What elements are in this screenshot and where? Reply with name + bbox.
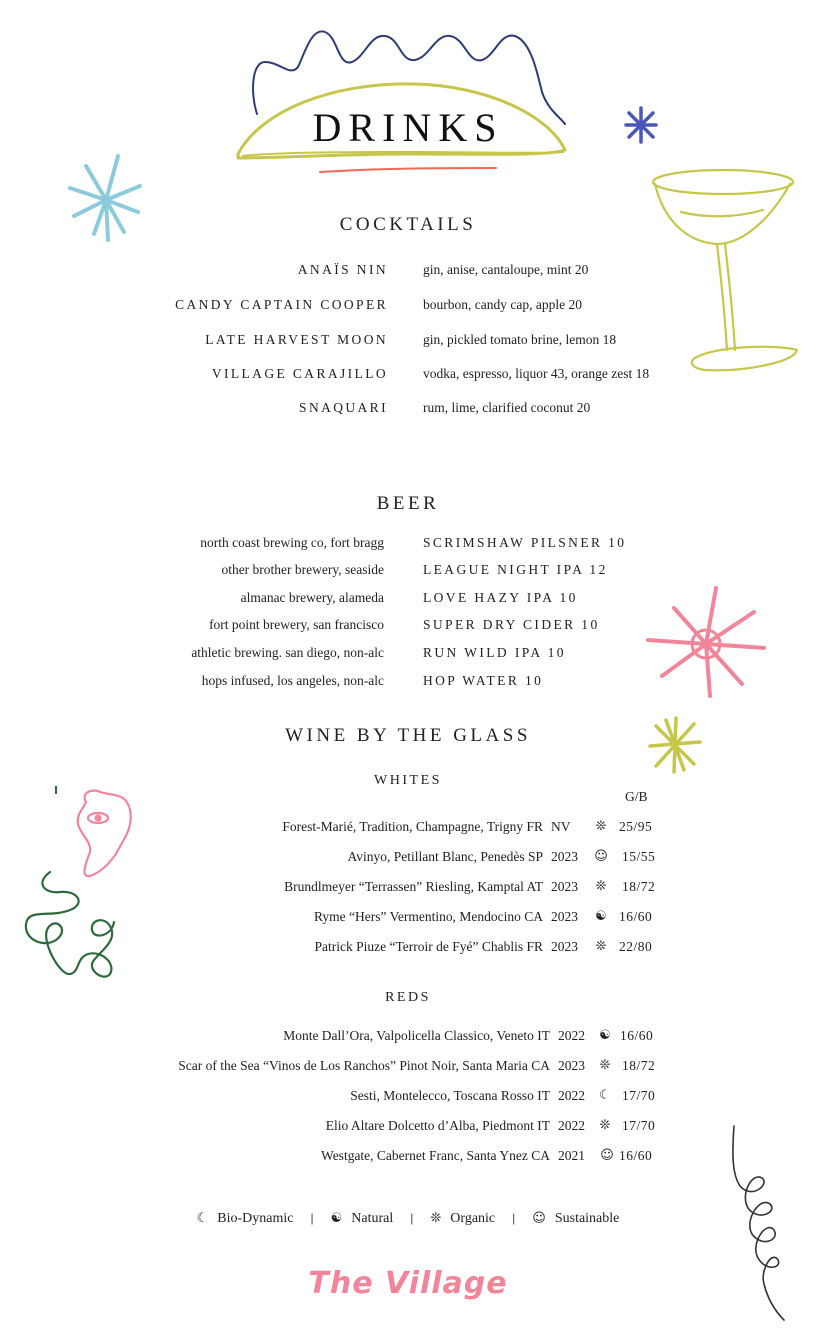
section-heading-wine: WINE BY THE GLASS: [285, 725, 531, 746]
cocktail-description: bourbon, candy cap, apple 20: [423, 297, 582, 312]
legend-natural: [331, 1211, 394, 1227]
cocktail-description: rum, lime, clarified coconut 20: [423, 400, 591, 415]
wine-price: 25/95: [619, 819, 653, 834]
wine-item: [0, 849, 816, 869]
wine-name: Forest-Marié, Tradition, Champagne, Trigny FR: [282, 819, 543, 834]
wine-item: [0, 1058, 816, 1078]
wine-year: 2022: [558, 1088, 585, 1103]
beer-brewery: north coast brewing co, fort bragg: [200, 535, 384, 550]
wine-item: [0, 819, 816, 839]
sustainable-icon: ☺: [594, 849, 608, 864]
wine-price: 18/72: [622, 879, 656, 894]
wine-item: [0, 1148, 816, 1168]
wine-item: [0, 909, 816, 929]
wine-year: 2023: [551, 909, 578, 924]
wine-item: [0, 879, 816, 899]
beer-item: [0, 645, 816, 665]
beer-brewery: athletic brewing. san diego, non-alc: [191, 645, 384, 660]
cocktail-item: [0, 332, 816, 352]
section-heading-beer: BEER: [376, 493, 440, 514]
wine-price: 18/72: [622, 1058, 656, 1073]
wine-price: 16/60: [619, 1148, 653, 1163]
the-village-logo: The Village: [308, 1266, 508, 1301]
beer-name: RUN WILD IPA 10: [423, 645, 566, 660]
beer-brewery: fort point brewery, san francisco: [209, 617, 384, 632]
natural-icon: ☯: [595, 909, 607, 924]
wine-price: 16/60: [620, 1028, 654, 1043]
cocktail-name: CANDY CAPTAIN COOPER: [175, 297, 388, 312]
legend-biodynamic: [197, 1211, 294, 1227]
sustainable-icon: ☺: [532, 1211, 546, 1226]
wine-name: Sesti, Montelecco, Toscana Rosso IT: [350, 1088, 550, 1103]
legend-sustainable: [532, 1211, 619, 1227]
wine-item: [0, 1088, 816, 1108]
cocktail-name: ANAÏS NIN: [297, 262, 388, 277]
beer-brewery: other brother brewery, seaside: [221, 562, 384, 577]
legend-organic: [430, 1211, 495, 1227]
cocktail-description: gin, pickled tomato brine, lemon 18: [423, 332, 617, 347]
wine-legend: [0, 1211, 816, 1227]
organic-icon: ❊: [599, 1118, 611, 1133]
beer-name: LEAGUE NIGHT IPA 12: [423, 562, 608, 577]
wine-year: 2022: [558, 1118, 585, 1133]
cocktail-item: [0, 262, 816, 282]
wine-name: Patrick Piuze “Terroir de Fyé” Chablis FR: [314, 939, 543, 954]
cocktail-name: LATE HARVEST MOON: [205, 332, 388, 347]
wine-year: 2023: [551, 939, 578, 954]
wine-year: 2023: [558, 1058, 585, 1073]
wine-name: Scar of the Sea “Vinos de Los Ranchos” Pinot Noir, Santa Maria CA: [178, 1058, 550, 1073]
wine-price: 17/70: [622, 1088, 656, 1103]
page-title: DRINKS: [312, 105, 504, 150]
section-heading-cocktails: COCKTAILS: [339, 214, 477, 235]
wine-name: Avinyo, Petillant Blanc, Penedès SP: [347, 849, 543, 864]
cocktail-name: VILLAGE CARAJILLO: [211, 366, 388, 381]
beer-name: SUPER DRY CIDER 10: [423, 617, 600, 632]
wine-item: [0, 1028, 816, 1048]
wine-price: 15/55: [622, 849, 656, 864]
beer-item: [0, 673, 816, 693]
cocktail-item: [0, 297, 816, 317]
wine-name: Ryme “Hers” Vermentino, Mendocino CA: [313, 909, 543, 924]
legend-label: Bio-Dynamic: [217, 1211, 294, 1226]
cocktail-name: SNAQUARI: [299, 400, 388, 415]
wine-year: 2023: [551, 849, 578, 864]
wine-name: Brundlmeyer “Terrassen” Riesling, Kamptal AT: [284, 879, 543, 894]
subheading-reds: REDS: [385, 990, 431, 1005]
wine-year: 2022: [558, 1028, 585, 1043]
wine-item: [0, 939, 816, 959]
beer-item: [0, 617, 816, 637]
wine-price: 17/70: [622, 1118, 656, 1133]
legend-label: Organic: [450, 1211, 496, 1226]
wine-item: [0, 1118, 816, 1138]
wine-name: Westgate, Cabernet Franc, Santa Ynez CA: [321, 1148, 550, 1163]
organic-icon: ❊: [595, 939, 607, 954]
title-doodle: [220, 22, 590, 182]
biodynamic-icon: ☾: [599, 1088, 611, 1103]
organic-icon: ❊: [595, 879, 607, 894]
beer-item: [0, 562, 816, 582]
cocktail-item: [0, 366, 816, 386]
wine-name: Elio Altare Dolcetto d’Alba, Piedmont IT: [325, 1118, 550, 1133]
beer-name: LOVE HAZY IPA 10: [423, 590, 578, 605]
wine-name: Monte Dall’Ora, Valpolicella Classico, Veneto IT: [283, 1028, 550, 1043]
cocktail-item: [0, 400, 816, 420]
legend-label: Natural: [351, 1211, 394, 1226]
wine-price: 22/80: [619, 939, 653, 954]
beer-brewery: almanac brewery, alameda: [240, 590, 384, 605]
biodynamic-icon: ☾: [196, 1211, 209, 1226]
wine-year: 2023: [551, 879, 578, 894]
glass-bottle-label: G/B: [625, 789, 648, 804]
legend-separator: |: [410, 1211, 414, 1225]
natural-icon: ☯: [599, 1028, 611, 1043]
beer-item: [0, 535, 816, 555]
wine-year: NV: [551, 819, 571, 834]
beer-name: SCRIMSHAW PILSNER 10: [423, 535, 627, 550]
wine-price: 16/60: [619, 909, 653, 924]
legend-label: Sustainable: [554, 1211, 620, 1226]
cocktail-description: gin, anise, cantaloupe, mint 20: [423, 262, 589, 277]
organic-icon: ❊: [595, 819, 607, 834]
sustainable-icon: ☺: [600, 1148, 614, 1163]
legend-separator: |: [310, 1211, 314, 1225]
beer-item: [0, 590, 816, 610]
legend-separator: |: [512, 1211, 516, 1225]
beer-brewery: hops infused, los angeles, non-alc: [201, 673, 384, 688]
beer-name: HOP WATER 10: [423, 673, 544, 688]
cocktail-description: vodka, espresso, liquor 43, orange zest 18: [423, 366, 650, 381]
organic-icon: ❊: [599, 1058, 611, 1073]
organic-icon: ❊: [430, 1211, 442, 1226]
subheading-whites: WHITES: [374, 773, 442, 788]
wine-year: 2021: [558, 1148, 585, 1163]
natural-icon: ☯: [330, 1211, 343, 1226]
